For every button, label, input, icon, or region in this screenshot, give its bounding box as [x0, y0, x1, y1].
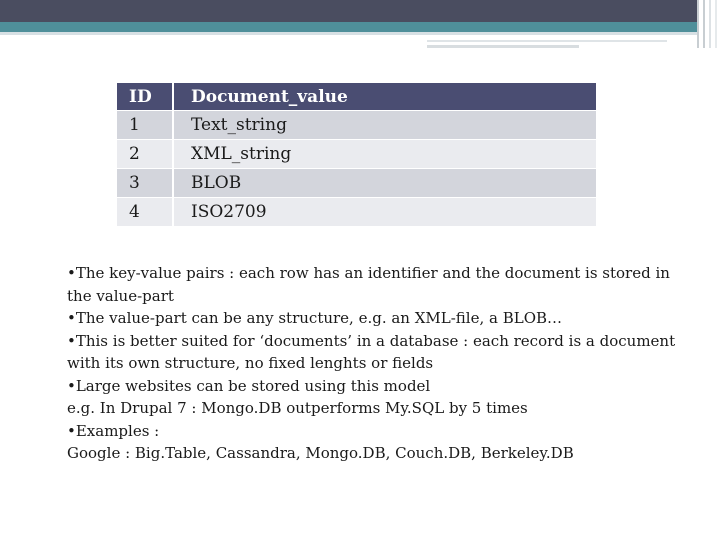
header-band-thin-right [425, 32, 697, 35]
cell-id: 4 [117, 198, 173, 227]
examples-list-line: Google : Big.Table, Cassandra, Mongo.DB, Couch.DB, Berkeley.DB [67, 444, 574, 462]
header-accent-line-short [427, 45, 579, 48]
table-row [117, 169, 596, 198]
cell-document-value: XML_string [173, 140, 596, 169]
cell-id: 3 [117, 169, 173, 198]
header-band-thin-left [0, 32, 425, 35]
header-vertical-line [709, 0, 711, 48]
key-value-table [117, 83, 596, 227]
bullet-documents-suited: •This is better suited for ‘documents’ in a database : each record is a document with its own structure, no fixed lenghts or fields [67, 331, 676, 372]
cell-id: 1 [117, 111, 173, 140]
header-accent-line [427, 40, 667, 42]
cell-document-value: ISO2709 [173, 198, 596, 227]
table-row [117, 198, 596, 227]
header-vertical-line [703, 0, 705, 48]
cell-document-value: BLOB [173, 169, 596, 198]
column-header-document-value: Document_value [173, 83, 596, 111]
header-vertical-line [697, 0, 699, 48]
header-band-dark [0, 0, 697, 22]
table-header-row [117, 83, 596, 111]
header-vertical-line [715, 0, 717, 48]
cell-id: 2 [117, 140, 173, 169]
body-text [67, 262, 692, 465]
drupal-example-line: e.g. In Drupal 7 : Mongo.DB outperforms My.SQL by 5 times [67, 399, 528, 417]
table-row [117, 140, 596, 169]
bullet-value-part-structure: •The value-part can be any structure, e.g. an XML-file, a BLOB… [67, 309, 563, 327]
column-header-id: ID [117, 83, 173, 111]
bullet-large-websites: •Large websites can be stored using this model [67, 376, 431, 395]
bullet-key-value-pairs: •The key-value pairs : each row has an identifier and the document is stored in the value-part [67, 264, 670, 305]
header-band-teal [0, 22, 697, 32]
table-row [117, 111, 596, 140]
bullet-examples: •Examples : [67, 421, 160, 440]
cell-document-value: Text_string [173, 111, 596, 140]
